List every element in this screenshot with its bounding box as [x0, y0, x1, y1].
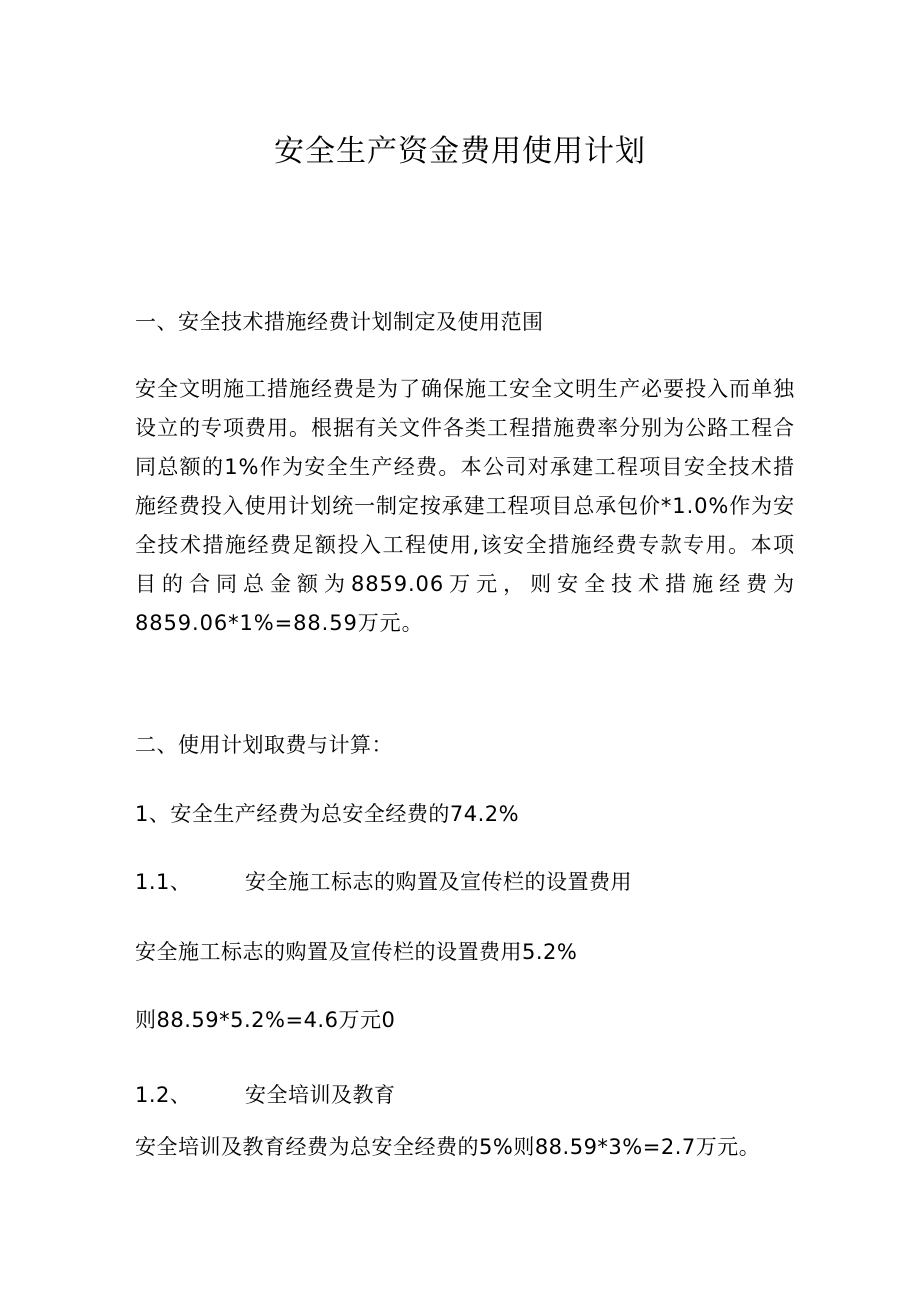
item1-2-number: 1.2、 [135, 1083, 192, 1107]
item1-1-heading [135, 866, 632, 898]
item1-2-title: 安全培训及教育 [245, 1083, 396, 1107]
item1-1-calculation: 则88.59*5.2%=4.6万元0 [135, 1008, 396, 1032]
item1-1-number: 1.1、 [135, 870, 192, 894]
document-title: 安全生产资金费用使用计划 [274, 134, 646, 169]
section1-heading: 一、安全技术措施经费计划制定及使用范围 [135, 310, 544, 334]
section2-heading: 二、使用计划取费与计算： [135, 733, 393, 757]
item1-1-title: 安全施工标志的购置及宣传栏的设置费用 [245, 870, 632, 894]
item1-2-description: 安全培训及教育经费为总安全经费的5%则88.59*3%=2.7万元。 [135, 1135, 761, 1159]
item1-2-heading [135, 1079, 396, 1111]
section1-paragraph: 安全文明施工措施经费是为了确保施工安全文明生产必要投入而单独设立的专项费用。根据有关文件各类工程措施费率分别为公路工程合同总额的1%作为安全生产经费。本公司对承建工程项目安全技术措施经费投入使用计划统一制定按承建工程项目总承包价*1.0%作为安全技术措施经费足额投入工程使用,该安全措施经费专款专用。本项目的合同总金额为8859.06万元，则安全技术措施经费为8859.06*1%=88.59万元。 [135, 377, 795, 635]
item1-text: 1、安全生产经费为总安全经费的74.2% [135, 802, 520, 826]
item1-1-description: 安全施工标志的购置及宣传栏的设置费用5.2% [135, 940, 578, 964]
